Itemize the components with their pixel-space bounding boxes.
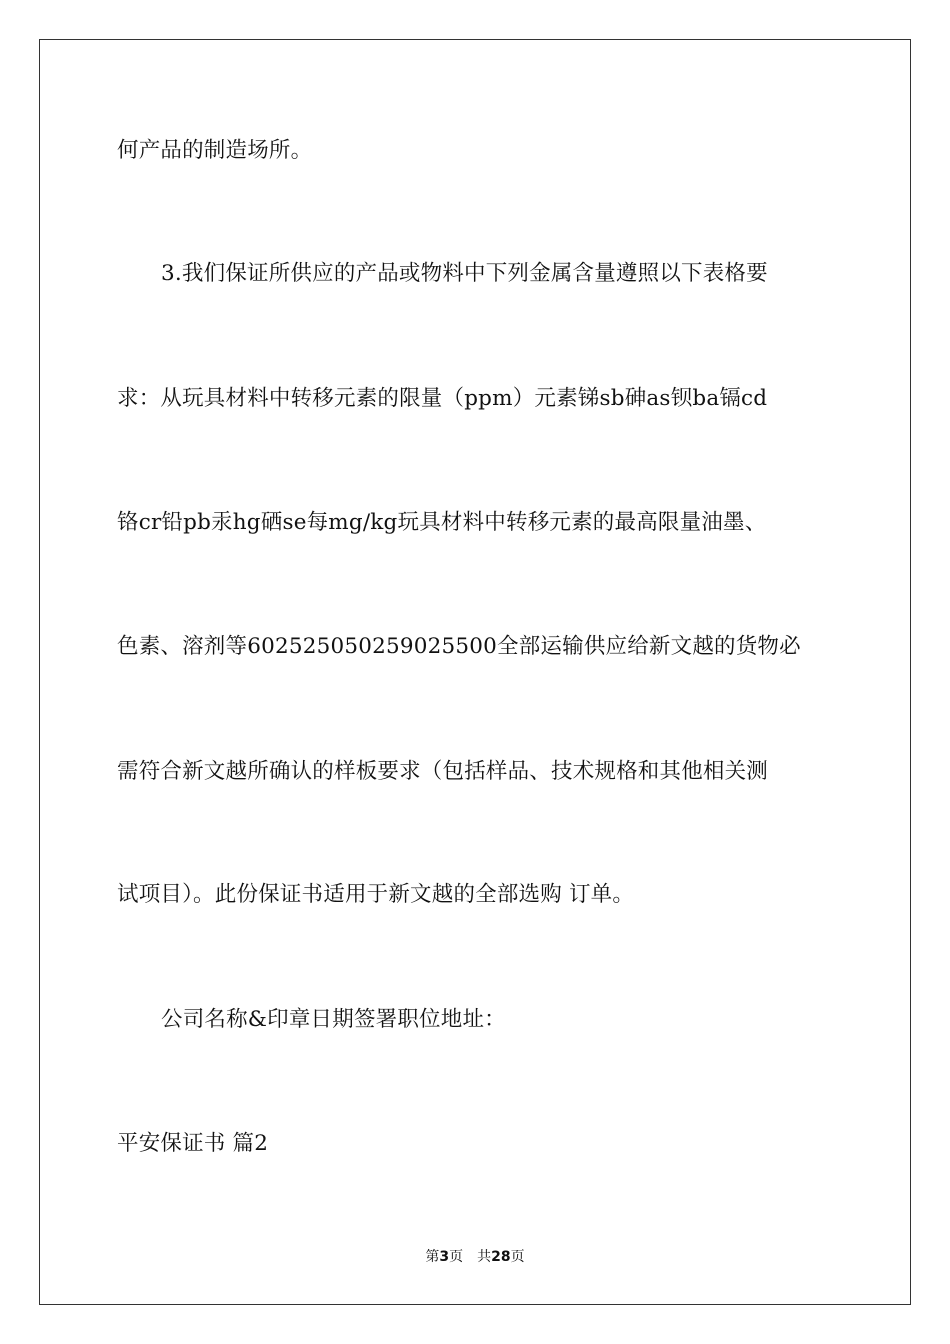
page-border xyxy=(39,39,911,1305)
footer-total-pages: 28 xyxy=(491,1249,511,1265)
footer-page-prefix: 第 xyxy=(425,1249,440,1265)
text-line-8: 公司名称&印章日期签署职位地址： xyxy=(161,1007,506,1032)
text-line-7: 试项目）。此份保证书适用于新文越的全部选购 订单。 xyxy=(117,882,635,907)
text-line-6: 需符合新文越所确认的样板要求（包括样品、技术规格和其他相关测 xyxy=(117,759,769,784)
footer-page-suffix: 页 xyxy=(449,1249,464,1265)
text-line-2: 3.我们保证所供应的产品或物料中下列金属含量遵照以下表格要 xyxy=(161,261,768,286)
text-line-1: 何产品的制造场所。 xyxy=(117,138,313,163)
footer-total-suffix: 页 xyxy=(510,1249,525,1265)
text-line-5: 色素、溶剂等602525050259025500全部运输供应给新文越的货物必 xyxy=(117,634,801,659)
text-line-3: 求：从玩具材料中转移元素的限量（ppm）元素锑sb砷as钡ba镉cd xyxy=(117,386,768,411)
footer-total-prefix: 共 xyxy=(477,1249,492,1265)
footer-page-number: 3 xyxy=(439,1249,450,1265)
page-footer xyxy=(0,1248,950,1266)
text-line-4: 铬cr铅pb汞hg硒se每mg/kg玩具材料中转移元素的最高限量油墨、 xyxy=(117,510,767,535)
section-heading: 平安保证书 篇2 xyxy=(117,1131,269,1156)
